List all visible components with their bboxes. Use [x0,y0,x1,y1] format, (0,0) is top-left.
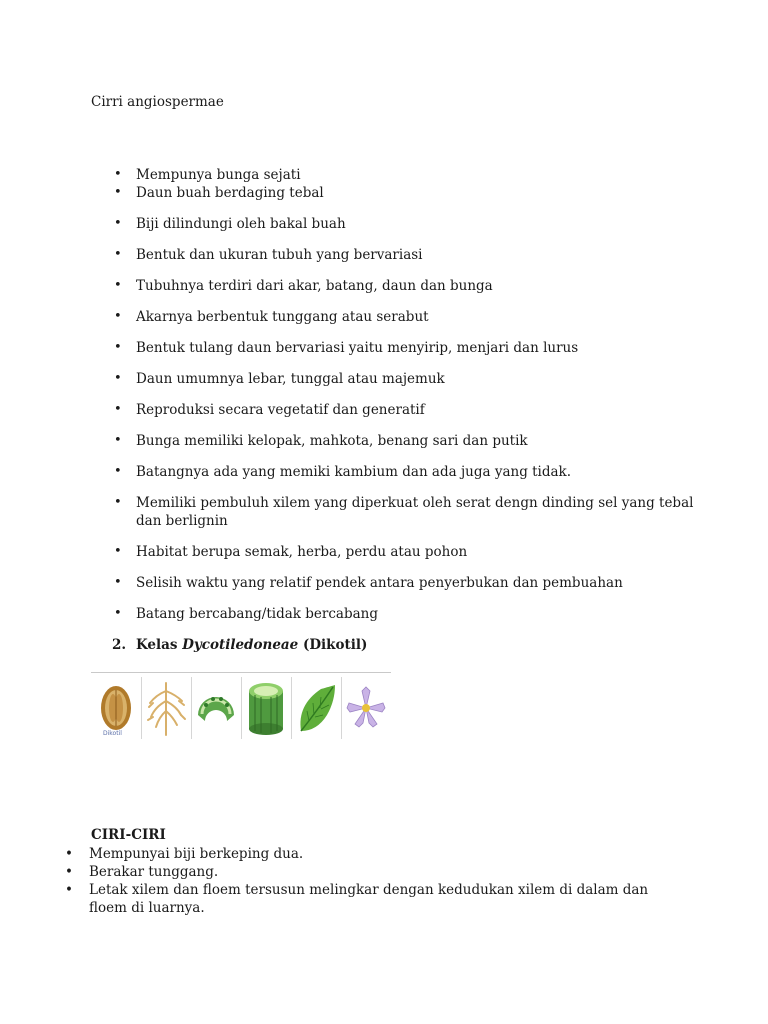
section-heading-dikotil [112,637,367,653]
section-number: 2. [112,637,127,653]
seed-icon [91,677,142,739]
list-item: • Letak xilem dan floem tersusun melingkar dengan kedudukan xilem di dalam dan floem di luarnya. [89,881,669,917]
list-item: • Mempunyai biji berkeping dua. [89,845,669,863]
ciri-heading: CIRI-CIRI [91,827,166,843]
list-item: • Berakar tunggang. [89,863,669,881]
taproot-icon [141,677,192,739]
section-suffix: (Dikotil) [298,637,368,653]
dikotil-image-strip [91,672,391,739]
leaf-icon [291,677,342,739]
list-item: • Batang bercabang/tidak bercabang [136,605,696,623]
list-item: • Bentuk dan ukuran tubuh yang bervariasi [136,246,696,264]
section-prefix: Kelas [136,637,183,653]
list-item: • Batangnya ada yang memiki kambium dan ada juga yang tidak. [136,463,696,481]
list-item: • Akarnya berbentuk tunggang atau serabut [136,308,696,326]
list-item: • Memiliki pembuluh xilem yang diperkuat oleh serat dengn dinding sel yang tebal dan berlignin [136,494,696,530]
list-item: • Habitat berupa semak, herba, perdu atau pohon [136,543,696,561]
list-item: • Selisih waktu yang relatif pendek antara penyerbukan dan pembuahan [136,574,696,592]
list-item: • Bentuk tulang daun bervariasi yaitu menyirip, menjari dan lurus [136,339,696,357]
list-item: • Daun umumnya lebar, tunggal atau majemuk [136,370,696,388]
list-item: • Mempunya bunga sejati [136,166,696,184]
list-item: • Bunga memiliki kelopak, mahkota, benang sari dan putik [136,432,696,450]
list-item: • Biji dilindungi oleh bakal buah [136,215,696,233]
page-title: Cirri angiospermae [91,94,224,110]
list-item: • Reproduksi secara vegetatif dan generatif [136,401,696,419]
vascular-ring-icon [191,677,242,739]
list-item: • Tubuhnya terdiri dari akar, batang, daun dan bunga [136,277,696,295]
section-latin-name: Dycotiledoneae [182,637,299,653]
stem-section-icon [241,677,292,739]
dikotil-label: Dikotil [103,730,122,737]
angiosperm-traits-list [136,166,696,623]
list-item: • Daun buah berdaging tebal [136,184,696,202]
dikotil-traits-list [89,845,669,917]
flower-icon [341,677,391,739]
